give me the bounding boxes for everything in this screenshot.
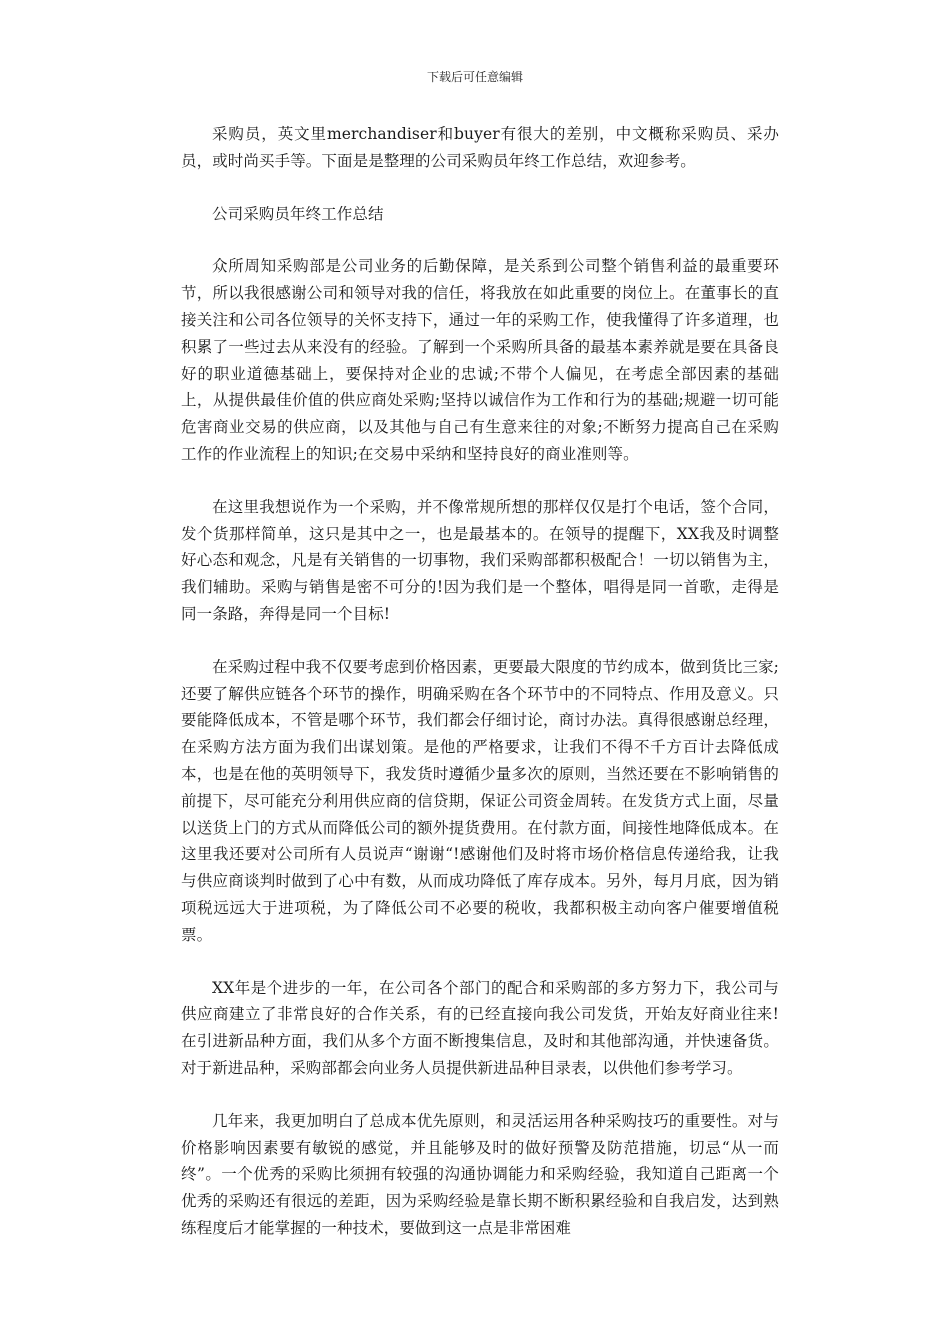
body-paragraph: 在采购过程中我不仅要考虑到价格因素，更要最大限度的节约成本，做到货比三家;还要了解供应链各个环节的操作，明确采购在各个环节中的不同特点、作用及意义。只要能降低成本，不管是哪个环节，我们都会仔细讨论，商讨办法。真得很感谢总经理，在采购方法方面为我们出谋划策。是他的严格要求，让我们不得不千方百计去降低成本，也是在他的英明领导下，我发货时遵循少量多次的原则，当然还要在不影响销售的前提下，尽可能充分利用供应商的信贷期，保证公司资金周转。在发货方式上面，尽量以送货上门的方式从而降低公司的额外提货费用。在付款方面，间接性地降低成本。在这里我还要对公司所有人员说声“谢谢“!感谢他们及时将市场价格信息传递给我，让我与供应商谈判时做到了心中有数，从而成功降低了库存成本。另外，每月月底，因为销项税远远大于进项税，为了降低公司不必要的税收，我都积极主动向客户催要增值税票。 [181, 657, 779, 944]
body-paragraph: 几年来，我更加明白了总成本优先原则，和灵活运用各种采购技巧的重要性。对与价格影响因素要有敏锐的感觉，并且能够及时的做好预警及防范措施，切忌“从一而终”。一个优秀的采购比须拥有较强的沟通协调能力和采购经验，我知道自己距离一个优秀的采购还有很远的差距，因为采购经验是靠长期不断积累经验和自我启发，达到熟练程度后才能掌握的一种技术，要做到这一点是非常困难 [181, 1111, 779, 1237]
body-paragraph: 众所周知采购部是公司业务的后勤保障，是关系到公司整个销售利益的最重要环节，所以我很感谢公司和领导对我的信任，将我放在如此重要的岗位上。在董事长的直接关注和公司各位领导的关怀支持下，通过一年的采购工作，使我懂得了许多道理，也积累了一些过去从来没有的经验。了解到一个采购所具备的最基本素养就是要在具备良好的职业道德基础上，要保持对企业的忠诚;不带个人偏见，在考虑全部因素的基础上，从提供最佳价值的供应商处采购;坚持以诚信作为工作和行为的基础;规避一切可能危害商业交易的供应商，以及其他与自己有生意来往的对象;不断努力提高自己在采购工作的作业流程上的知识;在交易中采纳和坚持良好的商业准则等。 [181, 257, 779, 463]
document-title: 公司采购员年终工作总结 [212, 204, 384, 223]
document-body [181, 121, 779, 1242]
body-paragraph: XX年是个进步的一年，在公司各个部门的配合和采购部的多方努力下，我公司与供应商建立了非常良好的合作关系，有的已经直接向我公司发货，开始友好商业往来!在引进新品种方面，我们从多个方面不断搜集信息，及时和其他部沟通，并快速备货。对于新进品种，采购部都会向业务人员提供新进品种目录表，以供他们参考学习。 [181, 978, 779, 1077]
body-paragraph: 在这里我想说作为一个采购，并不像常规所想的那样仅仅是打个电话，签个合同，发个货那样简单，这只是其中之一，也是最基本的。在领导的提醒下，XX我及时调整好心态和观念，凡是有关销售的一切事物，我们采购部都积极配合！一切以销售为主，我们辅助。采购与销售是密不可分的!因为我们是一个整体，唱得是同一首歌，走得是同一条路，奔得是同一个目标! [181, 497, 779, 623]
intro-paragraph: 采购员，英文里merchandiser和buyer有很大的差别，中文概称采购员、采办员，或时尚买手等。下面是是整理的公司采购员年终工作总结，欢迎参考。 [181, 125, 779, 170]
header-note: 下载后可任意编辑 [426, 70, 523, 84]
